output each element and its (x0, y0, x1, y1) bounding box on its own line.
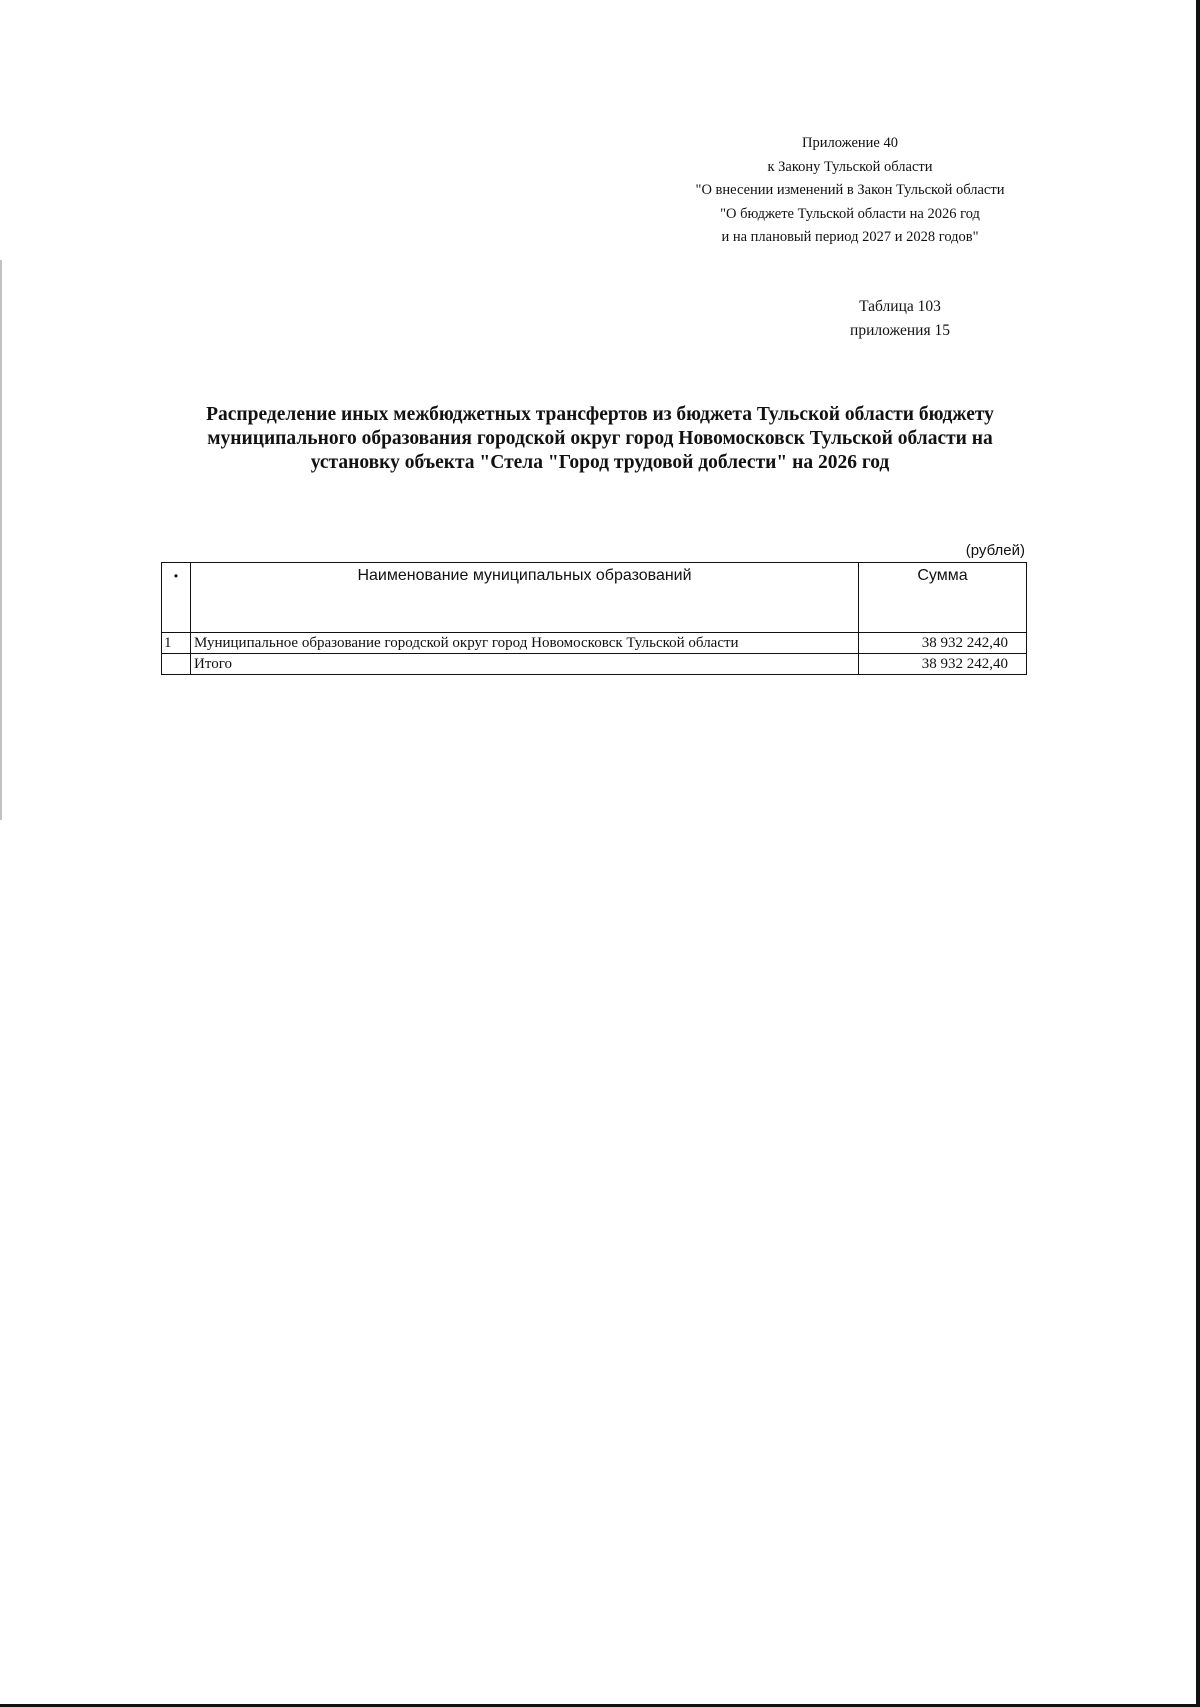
table-row (162, 633, 1027, 654)
row-num: 1 (162, 633, 191, 654)
table-ref-line: приложения 15 (850, 322, 950, 339)
title-line: муниципального образования городской округ город Новомосковск Тульской области на (207, 428, 993, 449)
header-name: Наименование муниципальных образований (191, 563, 859, 633)
units-label: (рублей) (965, 542, 1025, 559)
scan-edge-left (0, 260, 2, 820)
total-sum: 38 932 242,40 (859, 654, 1027, 675)
row-name: Муниципальное образование городской округ город Новомосковск Тульской области (191, 633, 859, 654)
table-header-row (162, 563, 1027, 633)
distribution-table (161, 562, 1027, 675)
appendix-reference (660, 132, 1040, 250)
table-ref-line: Таблица 103 (859, 298, 941, 315)
header-sum: Сумма (859, 563, 1027, 633)
row-sum: 38 932 242,40 (859, 633, 1027, 654)
appendix-line: и на плановый период 2027 и 2028 годов" (721, 229, 979, 245)
appendix-line: к Закону Тульской области (767, 158, 933, 175)
table-reference (820, 295, 980, 343)
table-total-row (162, 654, 1027, 675)
header-num: • (162, 563, 191, 633)
title-line: установку объекта "Стела "Город трудовой доблести" на 2026 год (310, 452, 890, 473)
appendix-line: Приложение 40 (802, 135, 898, 151)
title-line: Распределение иных межбюджетных трансфертов из бюджета Тульской области бюджету (206, 404, 994, 425)
document-title (150, 403, 1050, 475)
total-label: Итого (191, 654, 859, 675)
total-num (162, 654, 191, 675)
appendix-line: "О бюджете Тульской области на 2026 год (720, 205, 980, 222)
appendix-line: "О внесении изменений в Закон Тульской области (695, 182, 1005, 198)
scan-edge-right (1196, 0, 1200, 1707)
